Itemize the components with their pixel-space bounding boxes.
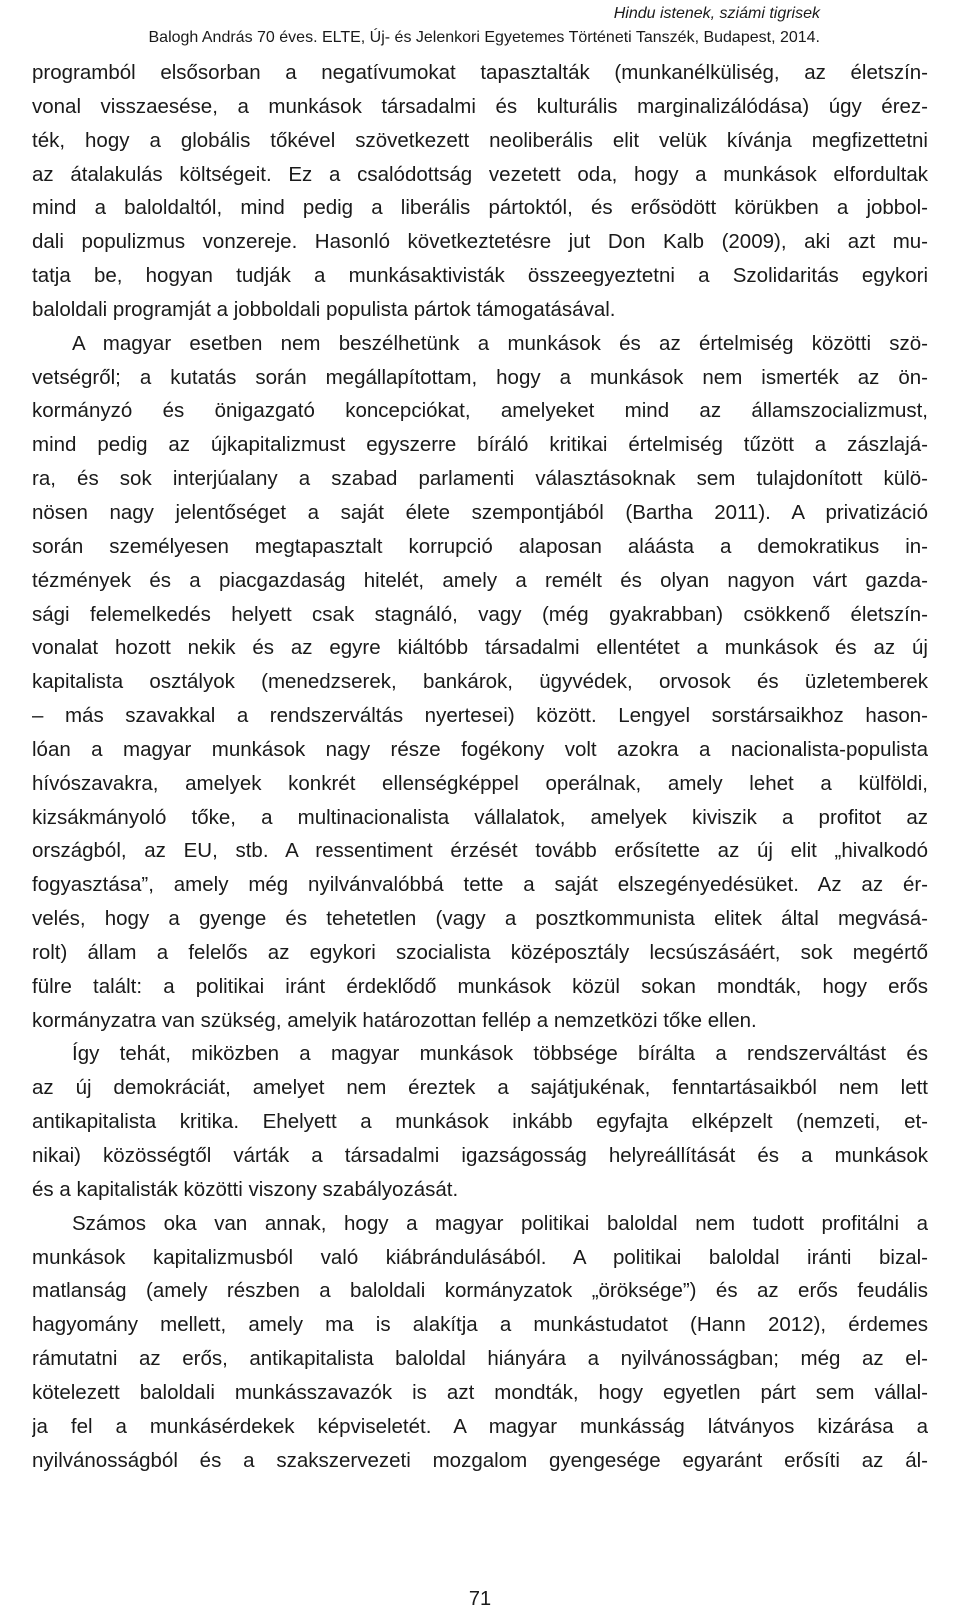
text-line: kormányzó és önigazgató koncepciókat, amelyeket mind az államszocializmust,	[32, 399, 928, 423]
text-line: fogyasztása”, amely még nyilvánvalóbbá tette a saját elszegényedésüket. Az az ér-	[32, 873, 928, 897]
text-line: vetségről; a kutatás során megállapítottam, hogy a munkások nem ismerték az ön-	[32, 365, 928, 389]
text-line: kizsákmányoló tőke, a multinacionalista vállalatok, amelyek kiviszik a profitot az	[32, 805, 928, 829]
text-line: kötelezett baloldali munkásszavazók is azt mondták, hogy egyetlen párt sem vállal-	[32, 1380, 928, 1404]
header-subtitle: Balogh András 70 éves. ELTE, Új- és Jelenkori Egyetemes Történeti Tanszék, Budapest, 2014.	[148, 29, 820, 46]
text-line: kapitalista osztályok (menedzserek, bankárok, ügyvédek, orvosok és üzletemberek	[32, 670, 928, 694]
text-line: sági felemelkedés helyett csak stagnáló, vagy (még gyakrabban) csökkenő életszín-	[32, 602, 928, 626]
text-line: országból, az EU, stb. A ressentiment érzését tovább erősítette az új elit „hivalkodó	[32, 839, 928, 863]
text-line: az új demokráciát, amelyet nem éreztek a sajátjukénak, fenntartásaikból nem lett	[32, 1076, 928, 1100]
text-line: dali populizmus vonzereje. Hasonló következtetésre jut Don Kalb (2009), aki azt mu-	[32, 230, 928, 254]
text-line: során személyesen megtapasztalt korrupció alaposan aláásta a demokratikus in-	[32, 534, 928, 558]
body-text	[32, 56, 928, 1477]
text-line: velés, hogy a gyenge és tehetetlen (vagy a posztkommunista elitek által megvásá-	[32, 907, 928, 931]
text-line: kormányzatra van szükség, amelyik határozottan fellép a nemzetközi tőke ellen.	[32, 1008, 757, 1032]
text-line: A magyar esetben nem beszélhetünk a munkások és az értelmiség közötti szö-	[72, 331, 928, 355]
text-line: – más szavakkal a rendszerváltás nyertesei) között. Lengyel sorstársaikhoz hason-	[32, 704, 928, 728]
text-line: és a kapitalisták közötti viszony szabályozását.	[32, 1177, 459, 1201]
text-line: mind a baloldaltól, mind pedig a liberális pártoktól, és erősödött körükben a jobbol-	[32, 196, 928, 220]
text-line: tézmények és a piacgazdaság hitelét, amely a remélt és olyan nagyon várt gazda-	[32, 568, 928, 592]
text-line: mind pedig az újkapitalizmust egyszerre bíráló kritikai értelmiség tűzött a zászlajá-	[32, 433, 928, 457]
text-line: Így tehát, miközben a magyar munkások többsége bírálta a rendszerváltást és	[72, 1042, 928, 1066]
page-number: 71	[468, 1588, 492, 1610]
text-line: Számos oka van annak, hogy a magyar politikai baloldal nem tudott profitálni a	[72, 1211, 928, 1235]
text-line: lóan a magyar munkások nagy része fogékony volt azokra a nacionalista-populista	[32, 737, 928, 761]
text-line: az átalakulás költségeit. Ez a csalódottság vezetett oda, hogy a munkások elfordultak	[32, 162, 928, 186]
text-line: nyilvánosságból és a szakszervezeti mozgalom gyengesége egyaránt erősíti az ál-	[32, 1448, 928, 1472]
text-line: hívószavakra, amelyek konkrét ellenségképpel operálnak, amely lehet a külföldi,	[32, 771, 928, 795]
running-header	[149, 2, 821, 50]
text-line: ték, hogy a globális tőkével szövetkezett neoliberális elit velük kívánja megfizettetni	[32, 128, 928, 152]
header-title: Hindu istenek, sziámi tigrisek	[613, 5, 820, 22]
text-line: vonalat hozott nekik és az egyre kiáltóbb társadalmi ellentétet a munkások és az új	[32, 636, 928, 660]
text-line: antikapitalista kritika. Ehelyett a munkások inkább egyfajta elképzelt (nemzeti, et-	[32, 1110, 928, 1134]
text-line: rámutatni az erős, antikapitalista baloldal hiányára a nyilvánosságban; még az el-	[32, 1347, 928, 1371]
text-line: nösen nagy jelentőséget a saját élete szempontjából (Bartha 2011). A privatizáció	[32, 500, 928, 524]
text-line: munkások kapitalizmusból való kiábrándulásából. A politikai baloldal iránti bizal-	[32, 1245, 928, 1269]
text-line: rolt) állam a felelős az egykori szocialista középosztály lecsúszásáért, sok megértő	[32, 940, 928, 964]
text-line: ra, és sok interjúalany a szabad parlamenti választásoknak sem tulajdonított külö-	[32, 467, 928, 491]
text-line: hagyomány mellett, amely ma is alakítja a munkástudatot (Hann 2012), érdemes	[32, 1313, 928, 1337]
text-line: nikai) közösségtől várták a társadalmi igazságosság helyreállítását és a munkások	[32, 1144, 928, 1167]
text-line: matlanság (amely részben a baloldali kormányzatok „öröksége”) és az erős feudális	[32, 1279, 928, 1303]
text-line: vonal visszaesése, a munkások társadalmi és kulturális marginalizálódása) úgy érez-	[32, 94, 928, 118]
text-line: ja fel a munkásérdekek képviseletét. A magyar munkásság látványos kizárása a	[32, 1414, 928, 1438]
text-line: baloldali programját a jobboldali populista pártok támogatásával.	[32, 297, 616, 321]
text-line: programból elsősorban a negatívumokat tapasztalták (munkanélküliség, az életszín-	[32, 61, 928, 84]
text-line: fülre talált: a politikai iránt érdeklődő munkások közül sokan mondták, hogy erős	[32, 974, 928, 998]
text-line: tatja be, hogyan tudják a munkásaktivisták összeegyeztetni a Szolidaritás egykori	[32, 264, 928, 288]
